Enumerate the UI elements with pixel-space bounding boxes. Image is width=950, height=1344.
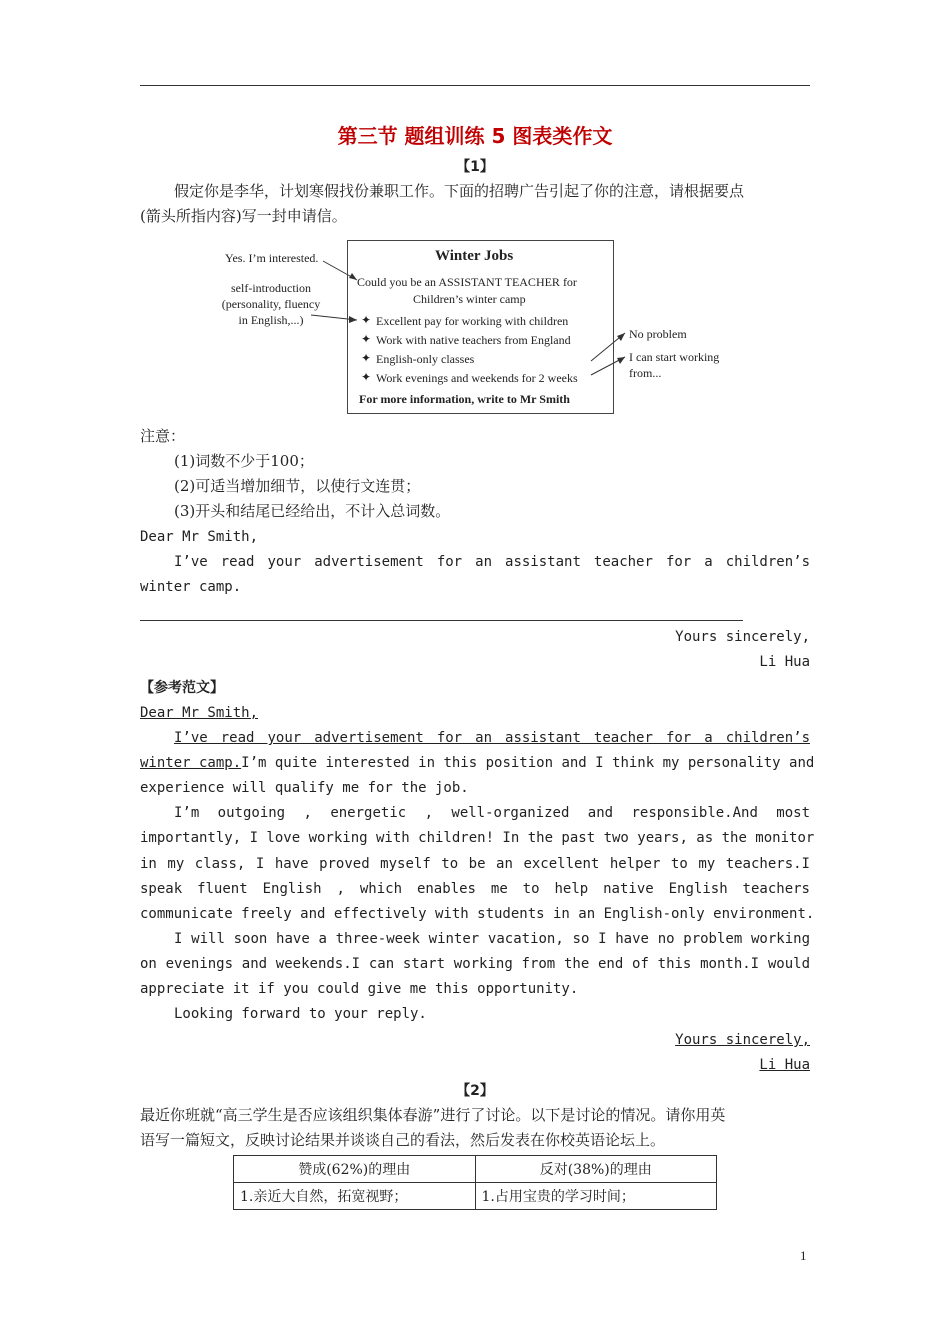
section-1-number: 【1】 — [456, 159, 494, 175]
page-title: 第三节 题组训练 5 图表类作文 — [337, 124, 613, 148]
left-note-2-line: in English,...) — [238, 313, 304, 327]
ad-question-1: Could you be an ASSISTANT TEACHER for — [357, 275, 577, 289]
prompt-line-1: 假定你是李华，计划寒假找份兼职工作。下面的招聘广告引起了你的注意，请根据要点 — [174, 182, 745, 200]
ad-item: Excellent pay for working with children — [376, 314, 569, 328]
notice-item: (1)词数不少于100； — [174, 452, 314, 470]
ref-line: on evenings and weekends.I can start working from the end of this month.I would — [140, 956, 810, 972]
star-icon: ✦ — [361, 351, 372, 365]
ref-line: speak fluent English , which enables me to help native English teachers — [140, 881, 810, 897]
ref-line: Looking forward to your reply. — [174, 1006, 427, 1022]
answer-blank-line — [140, 620, 743, 621]
ref-line: importantly, I love working with children! In the past two years, as the monitor — [140, 830, 815, 846]
winter-jobs-figure — [215, 235, 735, 420]
right-note-2-line: from... — [629, 366, 662, 380]
ref-line: appreciate it if you could give me this opportunity. — [140, 981, 579, 997]
prompt-line-1: 最近你班就“高三学生是否应该组织集体春游”进行了讨论。以下是讨论的情况。请你用英 — [140, 1106, 726, 1124]
ref-salutation — [140, 701, 810, 726]
ad-item: English-only classes — [376, 352, 475, 366]
star-icon: ✦ — [361, 370, 372, 384]
table-header: 赞成(62%)的理由 — [234, 1156, 476, 1183]
right-note-2-line: I can start working — [629, 350, 720, 364]
ref-line: experience will qualify me for the job. — [140, 780, 469, 796]
ad-question-2: Children’s winter camp — [413, 292, 526, 306]
ref-line — [174, 726, 810, 751]
ref-closing — [140, 1028, 810, 1053]
opening-line-1: I’ve read your advertisement for an assistant teacher for a children’s — [174, 554, 810, 570]
ref-line: I will soon have a three-week winter vacation, so I have no problem working — [174, 931, 810, 947]
section-2-prompt — [140, 1103, 810, 1153]
ref-line-text: winter camp. — [140, 755, 242, 771]
section-1-prompt — [140, 179, 810, 229]
opening-line-2: winter camp. — [140, 579, 242, 595]
ref-line: in my class, I have proved myself to be an excellent helper to my teachers.I — [140, 856, 810, 872]
table-cell: 1.占用宝贵的学习时间； — [475, 1183, 717, 1210]
closing: Yours sincerely, — [675, 629, 810, 645]
table-row — [234, 1156, 717, 1183]
right-note-1: No problem — [629, 327, 687, 341]
ad-item: Work with native teachers from England — [376, 333, 571, 347]
reference-label: 【参考范文】 — [140, 680, 224, 696]
notice-item: (3)开头和结尾已经给出，不计入总词数。 — [174, 502, 451, 520]
reasons-table — [233, 1155, 717, 1210]
ad-title: Winter Jobs — [435, 248, 514, 264]
ref-line: I’m outgoing , energetic , well-organized and responsible.And most — [174, 805, 810, 821]
ref-signature-text: Li Hua — [759, 1057, 810, 1073]
prompt-line-2: 语写一篇短文，反映讨论结果并谈谈自己的看法，然后发表在你校英语论坛上。 — [140, 1131, 666, 1149]
notice-item: (2)可适当增加细节，以使行文连贯； — [174, 477, 421, 495]
ref-signature — [140, 1053, 810, 1078]
ref-line — [140, 751, 815, 776]
table-cell: 1.亲近大自然，拓宽视野； — [234, 1183, 476, 1210]
table-row — [234, 1183, 717, 1210]
right-note-2 — [629, 349, 719, 381]
ad-item: Work evenings and weekends for 2 weeks — [376, 371, 578, 385]
ref-salutation-text: Dear Mr Smith, — [140, 705, 259, 721]
notice-label: 注意： — [140, 427, 186, 445]
star-icon: ✦ — [361, 313, 372, 327]
left-note-2 — [219, 280, 323, 328]
prompt-line-2: (箭头所指内容)写一封申请信。 — [140, 207, 347, 225]
signature: Li Hua — [759, 654, 810, 670]
section-2-number: 【2】 — [456, 1083, 494, 1099]
table-header: 反对(38%)的理由 — [475, 1156, 717, 1183]
page-number: 1 — [800, 1248, 807, 1263]
left-note-2-line: self-introduction — [231, 281, 311, 295]
top-rule — [140, 85, 810, 86]
star-icon: ✦ — [361, 332, 372, 346]
ref-line-text: I’ve read your advertisement for an assistant teacher for a children’s — [174, 730, 810, 746]
notice-block — [140, 424, 810, 524]
ad-footer: For more information, write to Mr Smith — [359, 392, 570, 406]
left-note-1: Yes. I’m interested. — [225, 251, 319, 265]
ref-line: communicate freely and effectively with students in an English-only environment. — [140, 906, 815, 922]
left-note-2-line: (personality, fluency — [221, 297, 321, 311]
salutation: Dear Mr Smith, — [140, 529, 259, 545]
ref-closing-text: Yours sincerely, — [675, 1032, 810, 1048]
ref-line-text: I’m quite interested in this position and I think my personality and — [241, 755, 815, 771]
